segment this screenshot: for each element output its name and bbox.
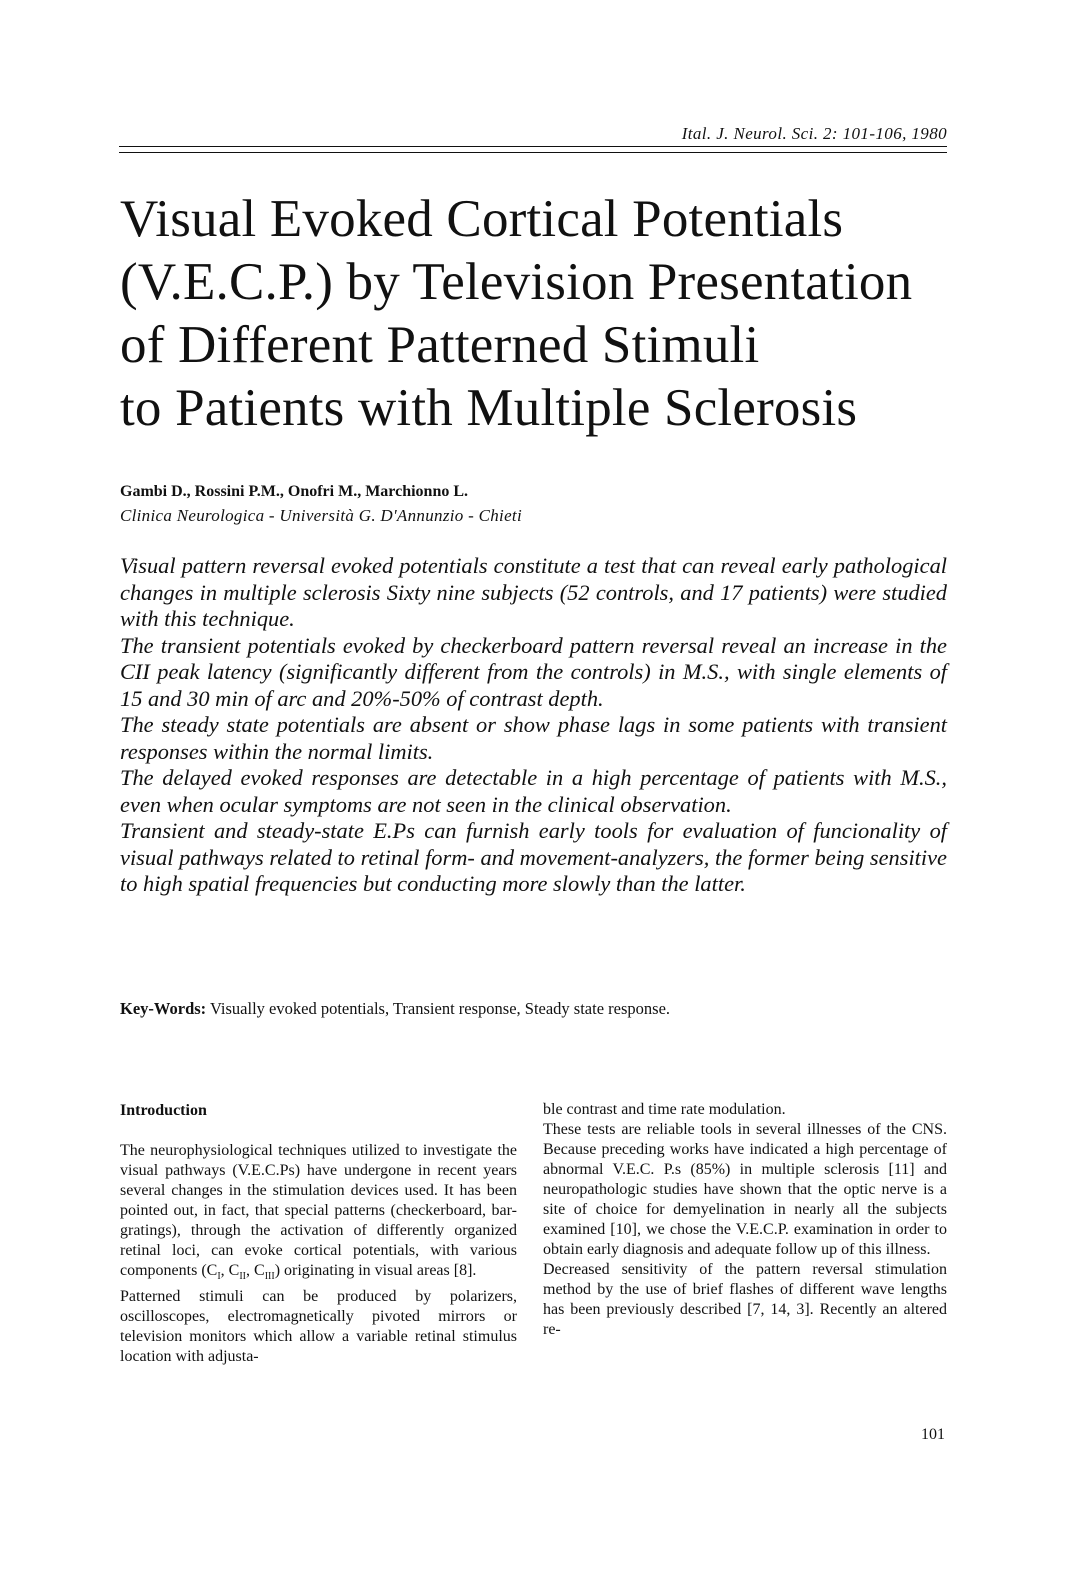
abstract — [120, 553, 947, 898]
keywords — [120, 999, 670, 1019]
abstract-paragraph: The steady state potentials are absent or show phase lags in some patients with transient responses within the normal limits. — [120, 712, 947, 764]
abstract-paragraph: The transient potentials evoked by checkerboard pattern reversal reveal an increase in the CII peak latency (significantly different from the controls) in M.S., with single elements of 15 and 30 min of arc and 20%-50% of contrast depth. — [120, 632, 947, 711]
page-number: 101 — [921, 1426, 945, 1443]
title-line: Visual Evoked Cortical Potentials — [120, 190, 844, 248]
body-text: , C — [220, 1262, 240, 1279]
article-title — [120, 188, 950, 440]
body-paragraph: ble contrast and time rate modulation. — [543, 1101, 786, 1118]
affiliation: Clinica Neurologica - Università G. D'Annunzio - Chieti — [120, 506, 522, 525]
subscript: III — [264, 1271, 275, 1283]
header-double-rule — [119, 146, 947, 153]
body-paragraph: Patterned stimuli can be produced by polarizers, oscilloscopes, electromagnetically pivoted mirrors or television monitors which allow a variable retinal stimulus location with adjusta- — [120, 1288, 517, 1366]
body-text: ) originating in visual areas [8]. — [274, 1262, 477, 1279]
keywords-label: Key-Words: — [120, 999, 207, 1018]
section-heading-introduction: Introduction — [120, 1102, 207, 1119]
keywords-text: Visually evoked potentials, Transient response, Steady state response. — [210, 999, 671, 1018]
abstract-paragraph: Visual pattern reversal evoked potentials constitute a test that can reveal early pathological changes in multiple sclerosis Sixty nine subjects (52 controls, and 17 patients) were studied with this technique. — [120, 553, 947, 631]
body-column-right — [543, 1100, 947, 1340]
title-line: to Patients with Multiple Sclerosis — [120, 379, 858, 437]
body-column-left — [120, 1101, 517, 1367]
body-text: , C — [246, 1262, 265, 1279]
subscript: I — [217, 1271, 221, 1283]
body-paragraph — [120, 1141, 517, 1287]
title-line: of Different Patterned Stimuli — [120, 316, 760, 374]
author-list: Gambi D., Rossini P.M., Onofri M., Marchionno L. — [120, 483, 469, 500]
body-text: The neurophysiological techniques utilized to investigate the visual pathways (V.E.C.Ps) have undergone in recent years several changes in the stimulation devices used. It has been pointed out, in fact, that special patterns (checkerboard, bar-gratings), through the activation of differently organized retinal loci, can evoke cortical potentials, with various components (C — [120, 1142, 517, 1279]
journal-reference: Ital. J. Neurol. Sci. 2: 101-106, 1980 — [681, 124, 947, 143]
abstract-paragraph: Transient and steady-state E.Ps can furnish early tools for evaluation of funcionality of visual pathways related to retinal form- and movement-analyzers, the former being sensitive to high spatial frequencies but conducting more slowly than the latter. — [120, 818, 947, 896]
title-line: (V.E.C.P.) by Television Presentation — [120, 253, 913, 311]
body-paragraph: These tests are reliable tools in several illnesses of the CNS. Because preceding works have indicated a high percentage of abnormal V.E.C. P.s (85%) in multiple sclerosis [11] and neuropathologic studies have shown that the optic nerve is a site of choice for demyelination in nearly all the subjects examined [10], we chose the V.E.C.P. examination in order to obtain early diagnosis and adequate follow up of this illness. — [543, 1121, 947, 1258]
subscript: II — [239, 1271, 247, 1283]
abstract-paragraph: The delayed evoked responses are detectable in a high percentage of patients with M.S., even when ocular symptoms are not seen in the clinical observation. — [120, 765, 947, 817]
body-paragraph: Decreased sensitivity of the pattern reversal stimulation method by the use of brief flashes of different wave lengths has been previously described [7, 14, 3]. Recently an altered re- — [543, 1261, 947, 1338]
